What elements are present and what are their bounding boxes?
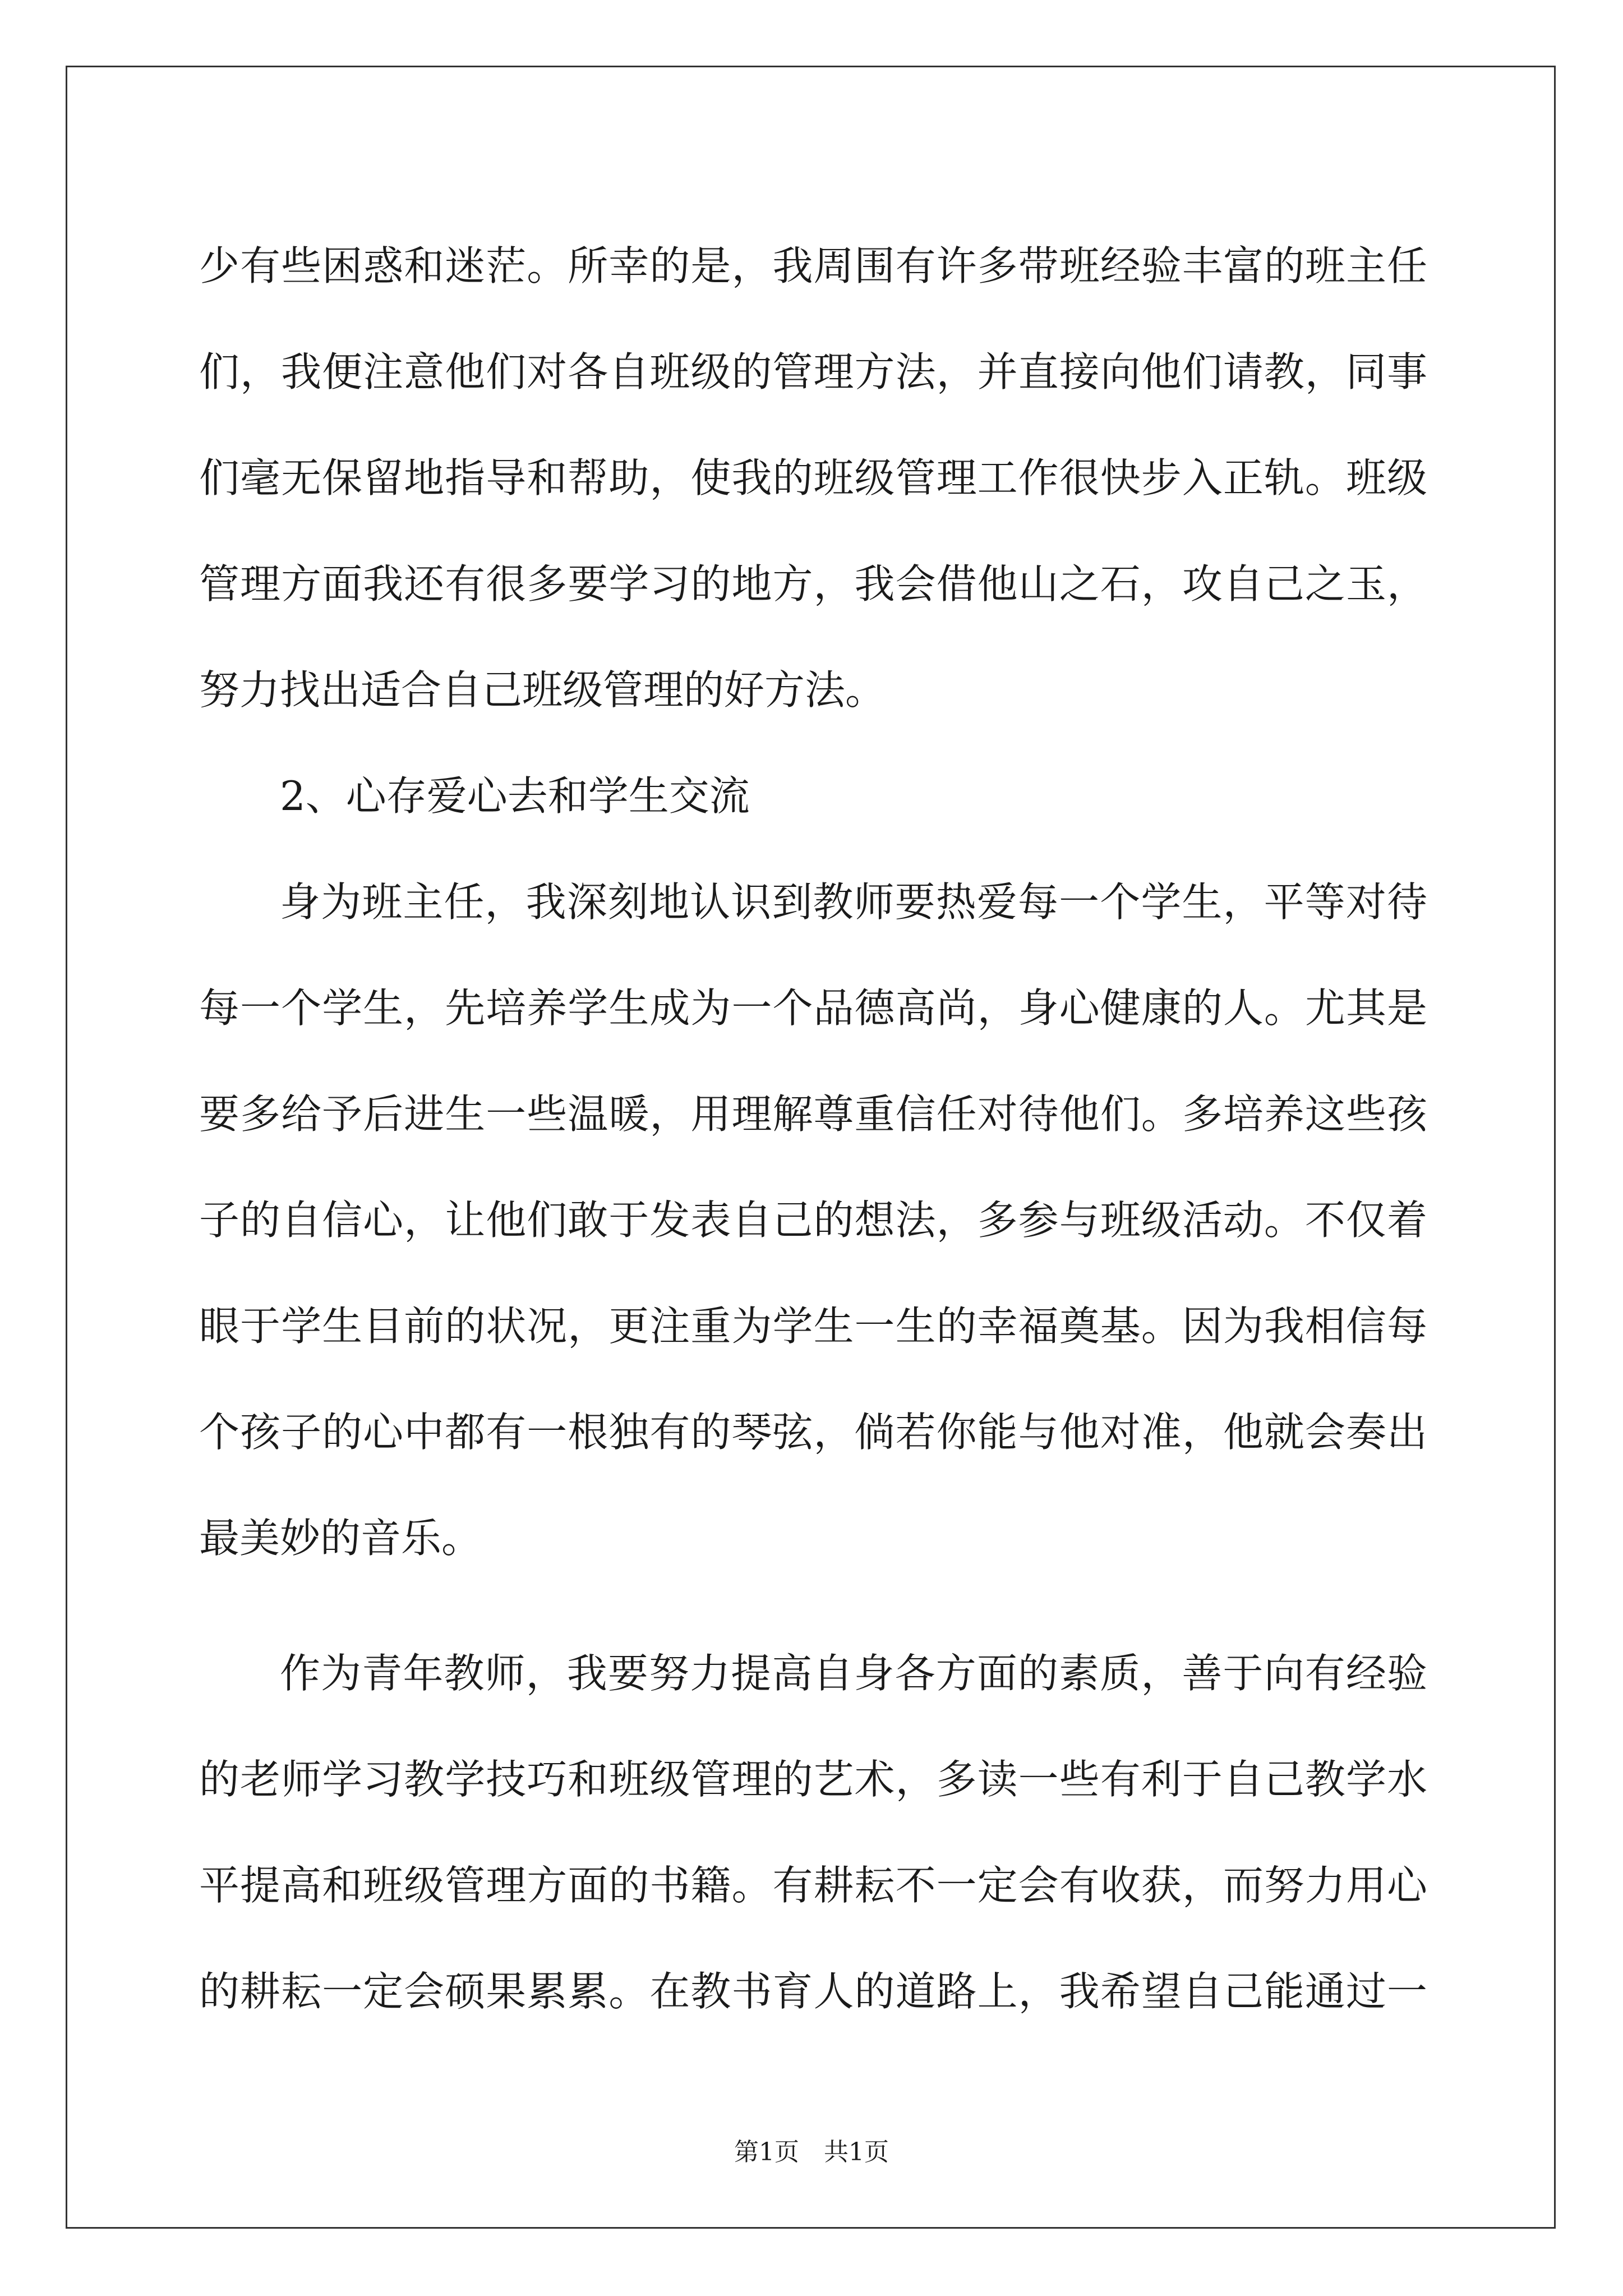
paragraph-3 [199,849,1427,1591]
paragraph-1 [199,213,1427,743]
text-line: 们毫无保留地指导和帮助，使我的班级管理工作很快步入正轨。班级 [199,454,1427,501]
document-body [199,213,1427,2045]
text-line: 要多给予后进生一些温暖，用理解尊重信任对待他们。多培养这些孩 [199,1091,1427,1138]
section-heading [199,743,1427,849]
text-line: 身为班主任，我深刻地认识到教师要热爱每一个学生，平等对待 [280,878,1427,926]
text-line: 作为青年教师，我要努力提高自身各方面的素质，善于向有经验 [280,1650,1427,1697]
page-footer [0,2132,1623,2168]
text-line: 个孩子的心中都有一根独有的琴弦，倘若你能与他对准，他就会奏出 [199,1409,1427,1456]
text-line: 平提高和班级管理方面的书籍。有耕耘不一定会有收获，而努力用心 [199,1862,1427,1909]
text-line: 眼于学生目前的状况，更注重为学生一生的幸福奠基。因为我相信每 [199,1303,1427,1350]
text-line: 的耕耘一定会硕果累累。在教书育人的道路上，我希望自己能通过一 [199,1968,1427,2015]
text-line: 的老师学习教学技巧和班级管理的艺术，多读一些有利于自己教学水 [199,1756,1427,1803]
text-line: 努力找出适合自己班级管理的好方法。 [199,666,886,714]
text-line: 每一个学生，先培养学生成为一个品德高尚，身心健康的人。尤其是 [199,984,1427,1032]
text-line: 最美妙的音乐。 [199,1515,482,1562]
text-line: 们，我便注意他们对各自班级的管理方法，并直接向他们请教，同事 [199,348,1427,395]
text-line: 少有些困惑和迷茫。所幸的是，我周围有许多带班经验丰富的班主任 [199,242,1427,289]
heading-text: 2、心存爱心去和学生交流 [280,772,750,820]
page-number: 第1页 共1页 [734,2138,889,2166]
text-line: 管理方面我还有很多要学习的地方，我会借他山之石，攻自己之玉， [199,560,1427,608]
paragraph-4 [199,1621,1427,2045]
text-line: 子的自信心，让他们敢于发表自己的想法，多参与班级活动。不仅着 [199,1197,1427,1244]
